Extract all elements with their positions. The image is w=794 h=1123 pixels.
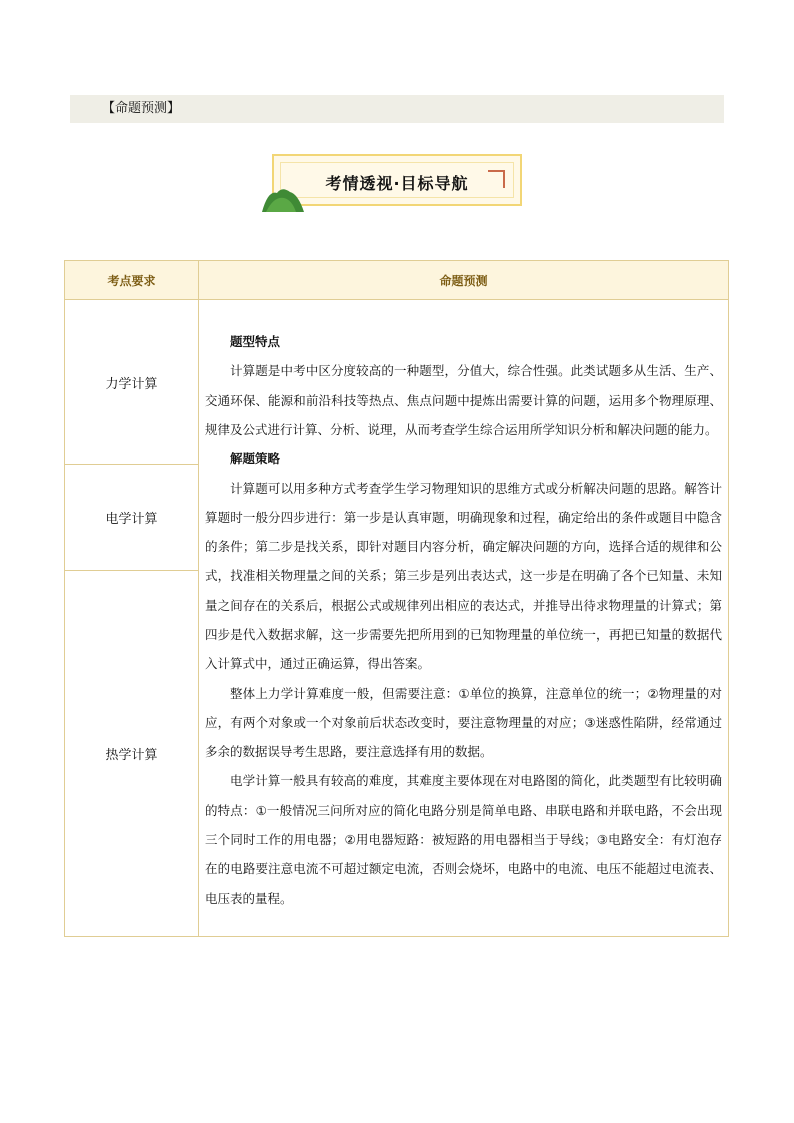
header-forecast: 命题预测 <box>199 261 729 300</box>
table-header-row <box>65 261 729 300</box>
heading-strategy: 解题策略 <box>230 451 281 467</box>
paragraph-electric-notes: 电学计算一般具有较高的难度，其难度主要体现在对电路图的简化，此类题型有比较明确的特点：①一般情况三问所对应的简化电路分别是简单电路、串联电路和并联电路，不会出现三个同时工作的用电器；②用电器短路：被短路的用电器相当于导线；③电路安全：有灯泡存在的电路要注意电流不可超过额定电流，否则会烧坏，电路中的电流、电压不能超过电流表、电压表的量程。 <box>205 773 722 906</box>
hill-icon <box>262 184 308 212</box>
topic-mechanics: 力学计算 <box>65 300 199 465</box>
banner-accent-icon <box>488 168 508 190</box>
banner <box>262 152 524 212</box>
forecast-table <box>64 260 729 937</box>
section-label: 【命题预测】 <box>70 95 724 123</box>
heading-features: 题型特点 <box>230 334 281 350</box>
banner-frame <box>272 154 522 206</box>
paragraph-strategy: 计算题可以用多种方式考查学生学习物理知识的思维方式或分析解决问题的思路。解答计算题时一般分四步进行：第一步是认真审题，明确现象和过程，确定给出的条件或题目中隐含的条件；第二步是找关系，即针对题目内容分析，确定解决问题的方向，选择合适的规律和公式，找准相关物理量之间的关系；第三步是列出表达式，这一步是在明确了各个已知量、未知量之间存在的关系后，根据公式或规律列出相应的表达式，并推导出待求物理量的计算式；第四步是代入数据求解，这一步需要先把所用到的已知物理量的单位统一，再把已知量的数据代入计算式中，通过正确运算，得出答案。 <box>205 480 722 672</box>
paragraph-mechanics-notes: 整体上力学计算难度一般，但需要注意：①单位的换算，注意单位的统一；②物理量的对应，有两个对象或一个对象前后状态改变时，要注意物理量的对应；③迷惑性陷阱，经常通过多余的数据误导考生思路，要注意选择有用的数据。 <box>205 685 722 760</box>
table-row <box>65 300 729 465</box>
header-requirements: 考点要求 <box>65 261 199 300</box>
banner-title: 考情透视·目标导航 <box>325 174 469 193</box>
topic-heat: 热学计算 <box>65 571 199 937</box>
paragraph-features: 计算题是中考中区分度较高的一种题型，分值大，综合性强。此类试题多从生活、生产、交通环保、能源和前沿科技等热点、焦点问题中提炼出需要计算的问题，运用多个物理原理、规律及公式进行计算、分析、说理，从而考查学生综合运用所学知识分析和解决问题的能力。 <box>205 363 722 437</box>
forecast-content <box>199 300 729 937</box>
topic-electricity: 电学计算 <box>65 465 199 571</box>
